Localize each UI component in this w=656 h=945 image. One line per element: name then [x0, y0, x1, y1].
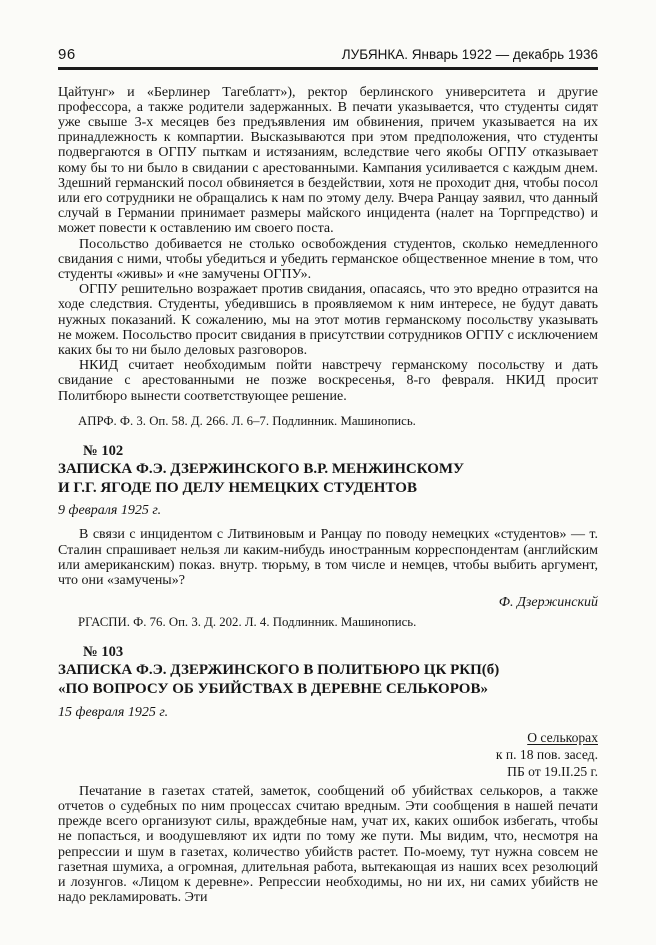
page-header — [58, 46, 598, 67]
document-date: 15 февраля 1925 г. — [58, 704, 169, 720]
annotation-line: к п. 18 пов. засед. — [495, 746, 598, 762]
paragraph: ОГПУ решительно возражает против свидания, опасаясь, что это вредно отразится на ходе следствия. Студенты, убедившись в проявляемом к ним интересе, не будут давать нужных показаний. К сожалению, мы на этот мотив германскому посольству указывать не можем. Посольство просит свидания в присутствии сотрудников ОГПУ с исключением каких бы то ни было деловых разговоров. — [58, 282, 598, 358]
document-title — [58, 661, 598, 699]
document-body: В связи с инцидентом с Литвиновым и Ранцау по поводу немецких «студентов» — т. Сталин спрашивает нельзя ли каким-нибудь иностранным корреспондентам (английским или американским) показ. внутр. тюрьму, в том числе и немцев, чтобы выбить аргумент, что они «замучены»? — [58, 527, 598, 588]
annotation-line: О селькорах — [527, 729, 598, 745]
document-title — [58, 460, 598, 498]
document-103 — [58, 644, 598, 905]
document-date: 9 февраля 1925 г. — [58, 503, 162, 519]
agenda-annotation — [58, 729, 598, 780]
paragraph: НКИД считает необходимым пойти навстречу германскому посольству и дать свидание с арестованными не позже воскресенья, 8-го февраля. НКИД просит Политбюро вынести соответствующее решение. — [58, 358, 598, 404]
document-title-line: «ПО ВОПРОСУ ОБ УБИЙСТВАХ В ДЕРЕВНЕ СЕЛЬКОРОВ» — [58, 680, 488, 697]
document-title-line: ЗАПИСКА Ф.Э. ДЗЕРЖИНСКОГО В.Р. МЕНЖИНСКОМУ — [58, 460, 465, 477]
archive-reference: АПРФ. Ф. 3. Оп. 58. Д. 266. Л. 6–7. Подлинник. Машинопись. — [78, 413, 416, 428]
document-number: № 103 — [83, 644, 124, 661]
paragraph: Посольство добивается не столько освобождения студентов, сколько немедленного свидания с ними, чтобы убедиться и убедить германское общественное мнение в том, что студенты «живы» и «не замучены ОГПУ». — [58, 236, 598, 282]
page-number: 96 — [58, 46, 76, 63]
header-rule — [58, 67, 598, 70]
annotation-line: ПБ от 19.II.25 г. — [507, 763, 598, 779]
document-number: № 102 — [83, 442, 124, 459]
document-101-continuation — [58, 85, 598, 429]
signature: Ф. Дзержинский — [498, 595, 598, 611]
running-title: ЛУБЯНКА. Январь 1922 — декабрь 1936 — [341, 47, 598, 62]
document-title-line: И Г.Г. ЯГОДЕ ПО ДЕЛУ НЕМЕЦКИХ СТУДЕНТОВ — [58, 479, 417, 496]
document-title-line: ЗАПИСКА Ф.Э. ДЗЕРЖИНСКОГО В ПОЛИТБЮРО ЦК РКП(б) — [58, 662, 500, 679]
document-body: Печатание в газетах статей, заметок, сообщений об убийствах селькоров, а также отчетов о судебных по ним процессах считаю вредным. Эти сообщения в нашей печати прежде всего организуют силы, враждебные нам, учат их, каких ошибок избегать, чтобы не попасться, и воодушевляют их идти по тому же пути. Мы видим, что, несмотря на репрессии и шум в газетах, количество убийств растет. По-моему, тут нужна совсем не газетная шумиха, а огромная, длительная работа, вытекающая из наших всех резолюций и лозунгов. «Лицом к деревне». Репрессии необходимы, но ни их, ни самих убийств не надо рекламировать. Эти — [58, 783, 598, 906]
paragraph: Цайтунг» и «Берлинер Тагеблатт»), ректор берлинского университета и другие профессора, а также родители задержанных. В печати указывается, что студенты сидят уже свыше 3-х месяцев без предъявления им обвинения, причем указывается на их принадлежность к компартии. Высказываются при этом предположения, что студенты подвергаются в ОГПУ пыткам и истязаниям, вследствие чего якобы ОГПУ отказывает кому бы то ни было в свидании с арестованными. Кампания усиливается с каждым днем. Здешний германский посол обвиняется в бездействии, хотя не проходит дня, чтобы посол или его сотрудники не обращались к нам по этому делу. Вчера Ранцау заявил, что данный случай в Германии принимает размеры майского инцидента (налет на Торгпредство) и может повести к оставлению им своего поста. — [58, 84, 598, 237]
archive-reference: РГАСПИ. Ф. 76. Оп. 3. Д. 202. Л. 4. Подлинник. Машинопись. — [78, 615, 417, 630]
document-102 — [58, 443, 598, 630]
